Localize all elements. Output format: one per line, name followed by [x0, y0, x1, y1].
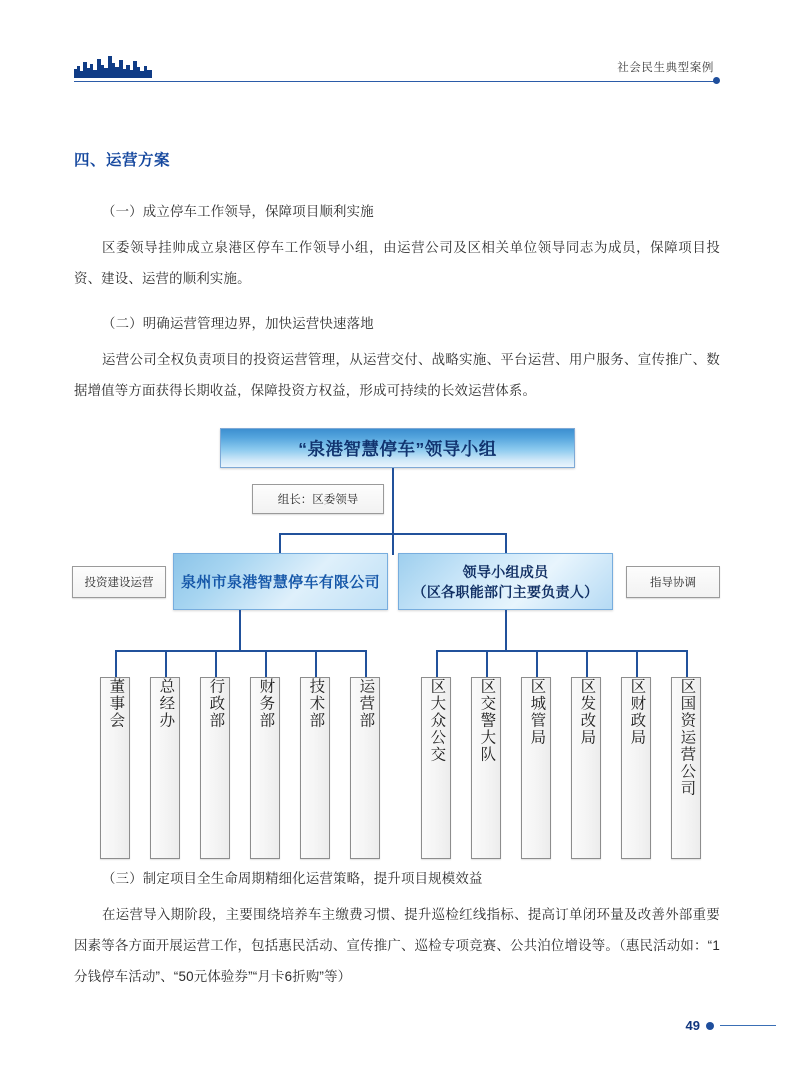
org-leaf-left-6: [350, 677, 380, 859]
org-leaf-left-1: [100, 677, 130, 859]
body-paragraph-3: 在运营导入期阶段，主要围绕培养车主缴费习惯、提升巡检红线指标、提高订单闭环量及改善外部重要因素等各方面开展运营工作，包括惠民活动、宣传推广、巡检专项竞赛、公共泊位增设等。（惠民活动如：“1分钱停车活动”、“50元体验券”“月卡6折购”等）: [74, 907, 720, 984]
org-leaf-label: 总经办: [157, 678, 175, 729]
org-leaf-label: 区交警大队: [478, 678, 496, 763]
page-header: [74, 46, 720, 86]
org-leaf-right-5: [621, 677, 651, 859]
body-paragraph-1: 区委领导挂帅成立泉港区停车工作领导小组，由运营公司及区相关单位领导同志为成员，保障项目投资、建设、运营的顺利实施。: [74, 240, 720, 286]
connector-right-stem: [505, 610, 507, 650]
connector-right-drop-4: [586, 650, 588, 677]
org-node-left-tag: 投资建设运营: [72, 566, 166, 598]
subsection-heading-3: （三）制定项目全生命周期精细化运营策略，提升项目规模效益: [102, 871, 483, 886]
org-leaf-label: 财务部: [257, 678, 275, 729]
footer-rule: [720, 1025, 776, 1026]
connector-trunk: [392, 468, 394, 555]
connector-drop-members: [505, 533, 507, 554]
connector-left-drop-4: [265, 650, 267, 677]
page-footer: [686, 1018, 776, 1033]
connector-right-drop-1: [436, 650, 438, 677]
connector-right-drop-6: [686, 650, 688, 677]
org-leaf-label: 行政部: [207, 678, 225, 729]
org-leaf-right-1: [421, 677, 451, 859]
section-heading: 四、运营方案: [74, 152, 171, 169]
org-leaf-left-5: [300, 677, 330, 859]
subsection-heading-2: （二）明确运营管理边界，加快运营快速落地: [102, 316, 374, 331]
connector-left-drop-2: [165, 650, 167, 677]
org-node-members-line2: （区各职能部门主要负责人）: [412, 583, 599, 600]
org-leaf-left-3: [200, 677, 230, 859]
org-leaf-label: 技术部: [307, 678, 325, 729]
connector-left-drop-3: [215, 650, 217, 677]
org-leaf-right-3: [521, 677, 551, 859]
header-title: 社会民生典型案例: [617, 62, 714, 74]
org-node-title: “泉港智慧停车”领导小组: [220, 428, 575, 468]
footer-dot: [706, 1022, 714, 1030]
page-number: 49: [685, 1018, 700, 1033]
connector-left-stem: [239, 610, 241, 650]
city-skyline-icon: [74, 54, 152, 78]
connector-left-drop-6: [365, 650, 367, 677]
org-node-members: [398, 553, 613, 610]
header-end-dot: [713, 77, 720, 84]
org-chart-diagram: [60, 420, 740, 860]
connector-drop-company: [279, 533, 281, 554]
org-node-company: 泉州市泉港智慧停车有限公司: [173, 553, 388, 610]
org-leaf-label: 区发改局: [578, 678, 596, 746]
connector-right-drop-5: [636, 650, 638, 677]
org-leaf-right-6: [671, 677, 701, 859]
org-node-members-line1: 领导小组成员: [462, 563, 549, 580]
org-node-right-tag: 指导协调: [626, 566, 720, 598]
connector-right-drop-2: [486, 650, 488, 677]
org-leaf-left-4: [250, 677, 280, 859]
connector-left-drop-5: [315, 650, 317, 677]
org-leaf-label: 运营部: [357, 678, 375, 729]
connector-left-bus: [115, 650, 365, 652]
org-leaf-label: 区大众公交: [428, 678, 446, 763]
connector-left-drop-1: [115, 650, 117, 677]
org-leaf-label: 董事会: [107, 678, 125, 729]
org-leaf-right-2: [471, 677, 501, 859]
body-paragraph-2: 运营公司全权负责项目的投资运营管理，从运营交付、战略实施、平台运营、用户服务、宣传推广、数据增值等方面获得长期收益，保障投资方权益，形成可持续的长效运营体系。: [74, 352, 720, 398]
subsection-heading-1: （一）成立停车工作领导，保障项目顺利实施: [102, 204, 374, 219]
connector-right-bus: [436, 650, 686, 652]
org-leaf-label: 区国资运营公司: [678, 678, 696, 797]
org-leaf-label: 区城管局: [528, 678, 546, 746]
org-node-leader: 组长：区委领导: [252, 484, 384, 514]
connector-right-drop-3: [536, 650, 538, 677]
connector-bus-mid: [279, 533, 506, 535]
header-rule: [74, 81, 714, 82]
org-leaf-label: 区财政局: [628, 678, 646, 746]
org-leaf-left-2: [150, 677, 180, 859]
org-leaf-right-4: [571, 677, 601, 859]
